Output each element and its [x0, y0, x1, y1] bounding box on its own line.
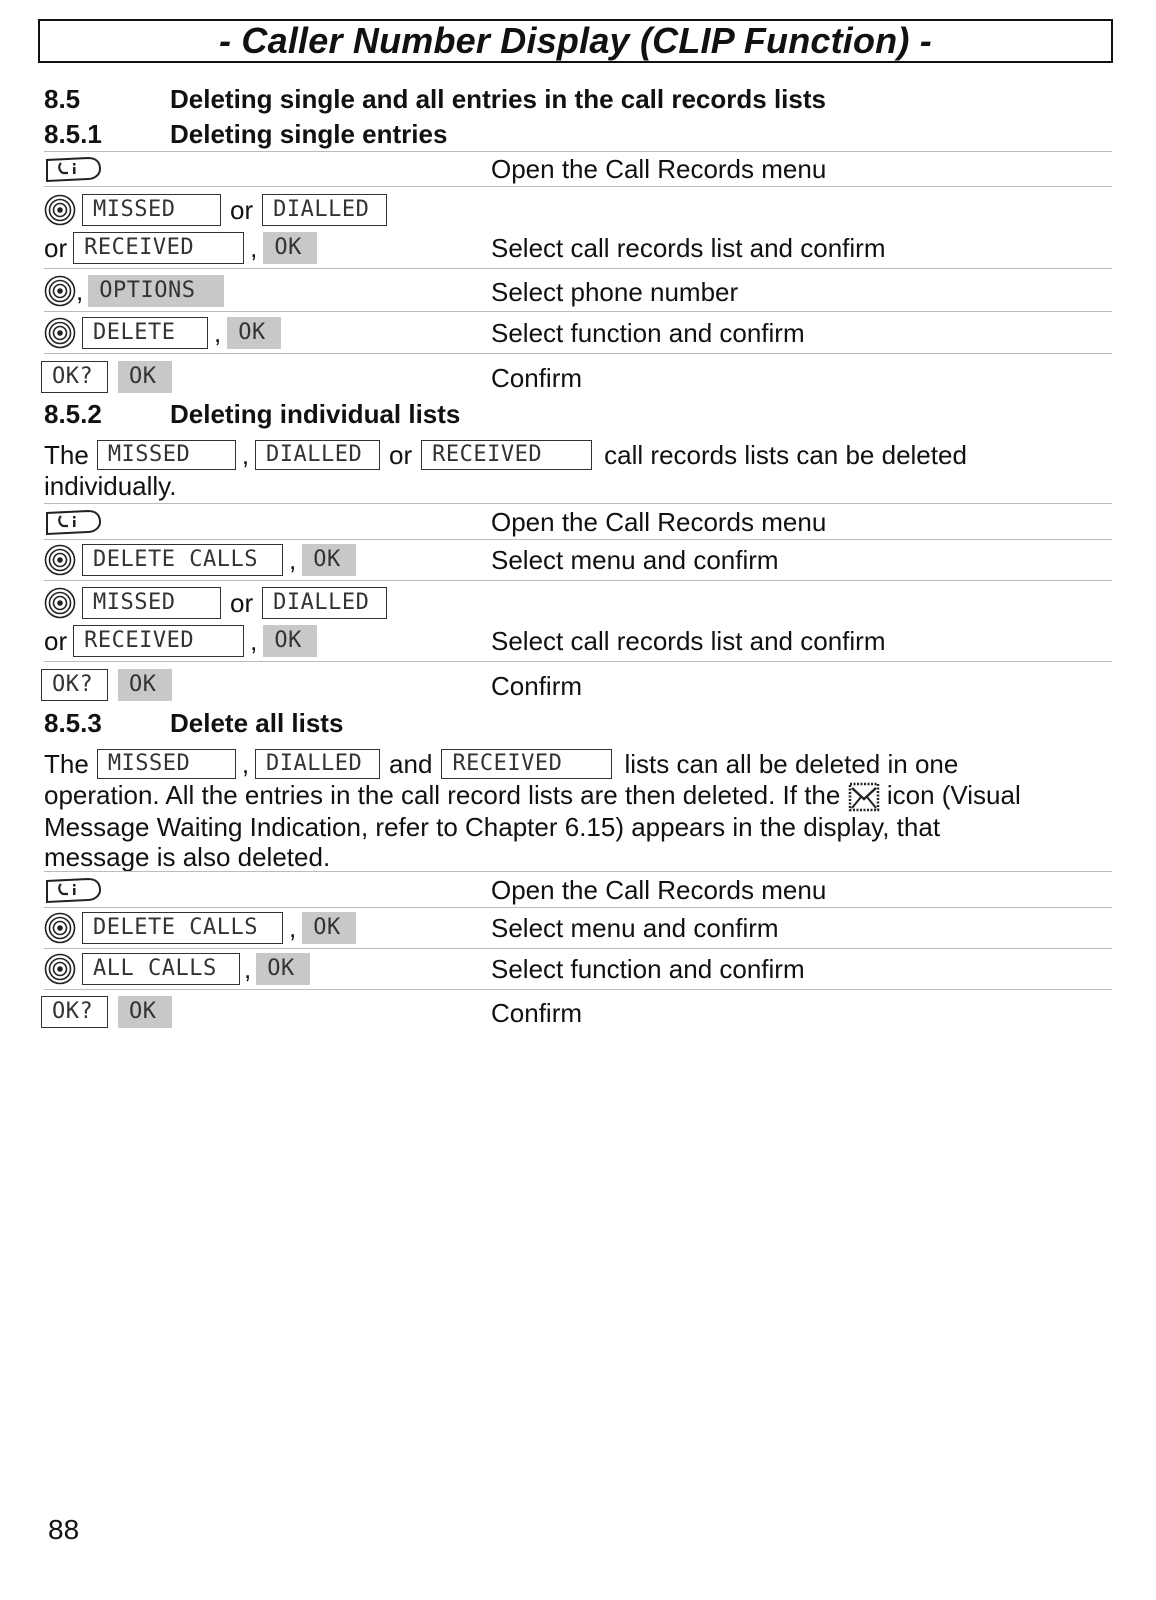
instruction-description: Select phone number — [491, 277, 739, 307]
instruction-row — [44, 186, 1112, 268]
navigation-key-icon — [44, 953, 76, 985]
navigation-key-icon — [44, 912, 76, 944]
softkey-ok: OK — [227, 317, 281, 349]
subsection-title: Delete all lists — [170, 708, 344, 738]
display-dialled: DIALLED — [255, 440, 380, 470]
connector-text: or — [230, 194, 254, 225]
display-received: RECEIVED — [73, 625, 244, 657]
instruction-description: Confirm — [491, 671, 583, 701]
display-missed: MISSED — [82, 587, 221, 619]
display-received: RECEIVED — [421, 440, 592, 470]
instruction-description: Select function and confirm — [491, 318, 805, 348]
navigation-key-icon — [44, 275, 76, 307]
display-dialled: DIALLED — [255, 749, 380, 779]
instruction-description: Open the Call Records menu — [491, 875, 827, 905]
softkey-ok: OK — [118, 361, 172, 393]
display-missed: MISSED — [97, 749, 236, 779]
instruction-row — [44, 989, 1112, 1033]
separator: , — [289, 912, 297, 943]
instruction-row — [44, 268, 1112, 311]
navigation-key-icon — [44, 317, 76, 349]
instruction-row — [44, 907, 1112, 948]
softkey-ok: OK — [263, 232, 317, 264]
display-all-calls: ALL CALLS — [82, 953, 240, 985]
softkey-ok: OK — [118, 669, 172, 701]
call-records-key-icon — [44, 154, 102, 184]
display-ok-question: OK? — [41, 669, 108, 701]
instruction-row — [44, 871, 1112, 907]
subsection-heading — [44, 707, 343, 739]
subsection-title: Deleting individual lists — [170, 399, 461, 429]
display-ok-question: OK? — [41, 996, 108, 1028]
instruction-description: Confirm — [491, 998, 583, 1028]
separator: , — [289, 544, 297, 575]
softkey-ok: OK — [256, 953, 310, 985]
separator: , — [214, 317, 222, 348]
section-title: Deleting single and all entries in the call records lists — [170, 84, 826, 114]
instruction-row — [44, 539, 1112, 580]
section-number: 8.5 — [44, 84, 81, 114]
instruction-row — [44, 948, 1112, 989]
instruction-row — [44, 353, 1112, 397]
subsection-heading — [44, 118, 447, 150]
display-ok-question: OK? — [41, 361, 108, 393]
softkey-options: OPTIONS — [88, 275, 224, 307]
display-dialled: DIALLED — [262, 587, 387, 619]
navigation-key-icon — [44, 194, 76, 226]
navigation-key-icon — [44, 544, 76, 576]
subsection-number: 8.5.2 — [44, 399, 102, 429]
page-header — [38, 19, 1113, 63]
separator: , — [244, 953, 252, 984]
connector-text: or — [230, 587, 254, 618]
page-title: - Caller Number Display (CLIP Function) - — [219, 20, 932, 61]
separator: , — [250, 232, 258, 263]
instruction-description: Select menu and confirm — [491, 913, 779, 943]
display-dialled: DIALLED — [262, 194, 387, 226]
subsection-title: Deleting single entries — [170, 119, 448, 149]
instruction-description: Open the Call Records menu — [491, 154, 827, 184]
instruction-row — [44, 503, 1112, 539]
instruction-description: Open the Call Records menu — [491, 507, 827, 537]
navigation-key-icon — [44, 587, 76, 619]
display-missed: MISSED — [82, 194, 221, 226]
separator: , — [76, 275, 84, 306]
separator: , — [250, 625, 258, 656]
instruction-row — [44, 311, 1112, 353]
softkey-ok: OK — [302, 544, 356, 576]
display-delete-calls: DELETE CALLS — [82, 544, 283, 576]
instruction-row — [44, 151, 1112, 186]
softkey-ok: OK — [263, 625, 317, 657]
paragraph: The MISSED , DIALLED and RECEIVED lists can all be deleted in one operation. All the entries in the call record lists are then deleted. If the icon (Visual Message Waiting Indication, refer to Chapter 6.15) appears in the display, that message is also deleted. — [44, 749, 1021, 873]
section-heading — [44, 83, 826, 115]
display-received: RECEIVED — [441, 749, 612, 779]
paragraph: The MISSED , DIALLED or RECEIVED call records lists can be deleted individually. — [44, 440, 967, 501]
instruction-description: Select call records list and confirm — [491, 233, 886, 263]
display-delete-calls: DELETE CALLS — [82, 912, 283, 944]
instruction-description: Select call records list and confirm — [491, 626, 886, 656]
display-delete: DELETE — [82, 317, 208, 349]
subsection-number: 8.5.1 — [44, 119, 102, 149]
softkey-ok: OK — [118, 996, 172, 1028]
subsection-heading — [44, 398, 460, 430]
display-received: RECEIVED — [73, 232, 244, 264]
page-number: 88 — [48, 1514, 80, 1545]
call-records-key-icon — [44, 875, 102, 905]
instruction-row — [44, 661, 1112, 707]
connector-text: or — [44, 232, 68, 263]
instruction-row — [44, 580, 1112, 661]
subsection-number: 8.5.3 — [44, 708, 102, 738]
envelope-icon — [848, 782, 880, 812]
instruction-description: Select function and confirm — [491, 954, 805, 984]
display-missed: MISSED — [97, 440, 236, 470]
softkey-ok: OK — [302, 912, 356, 944]
instruction-description: Confirm — [491, 363, 583, 393]
connector-text: or — [44, 625, 68, 656]
call-records-key-icon — [44, 507, 102, 537]
instruction-description: Select menu and confirm — [491, 545, 779, 575]
